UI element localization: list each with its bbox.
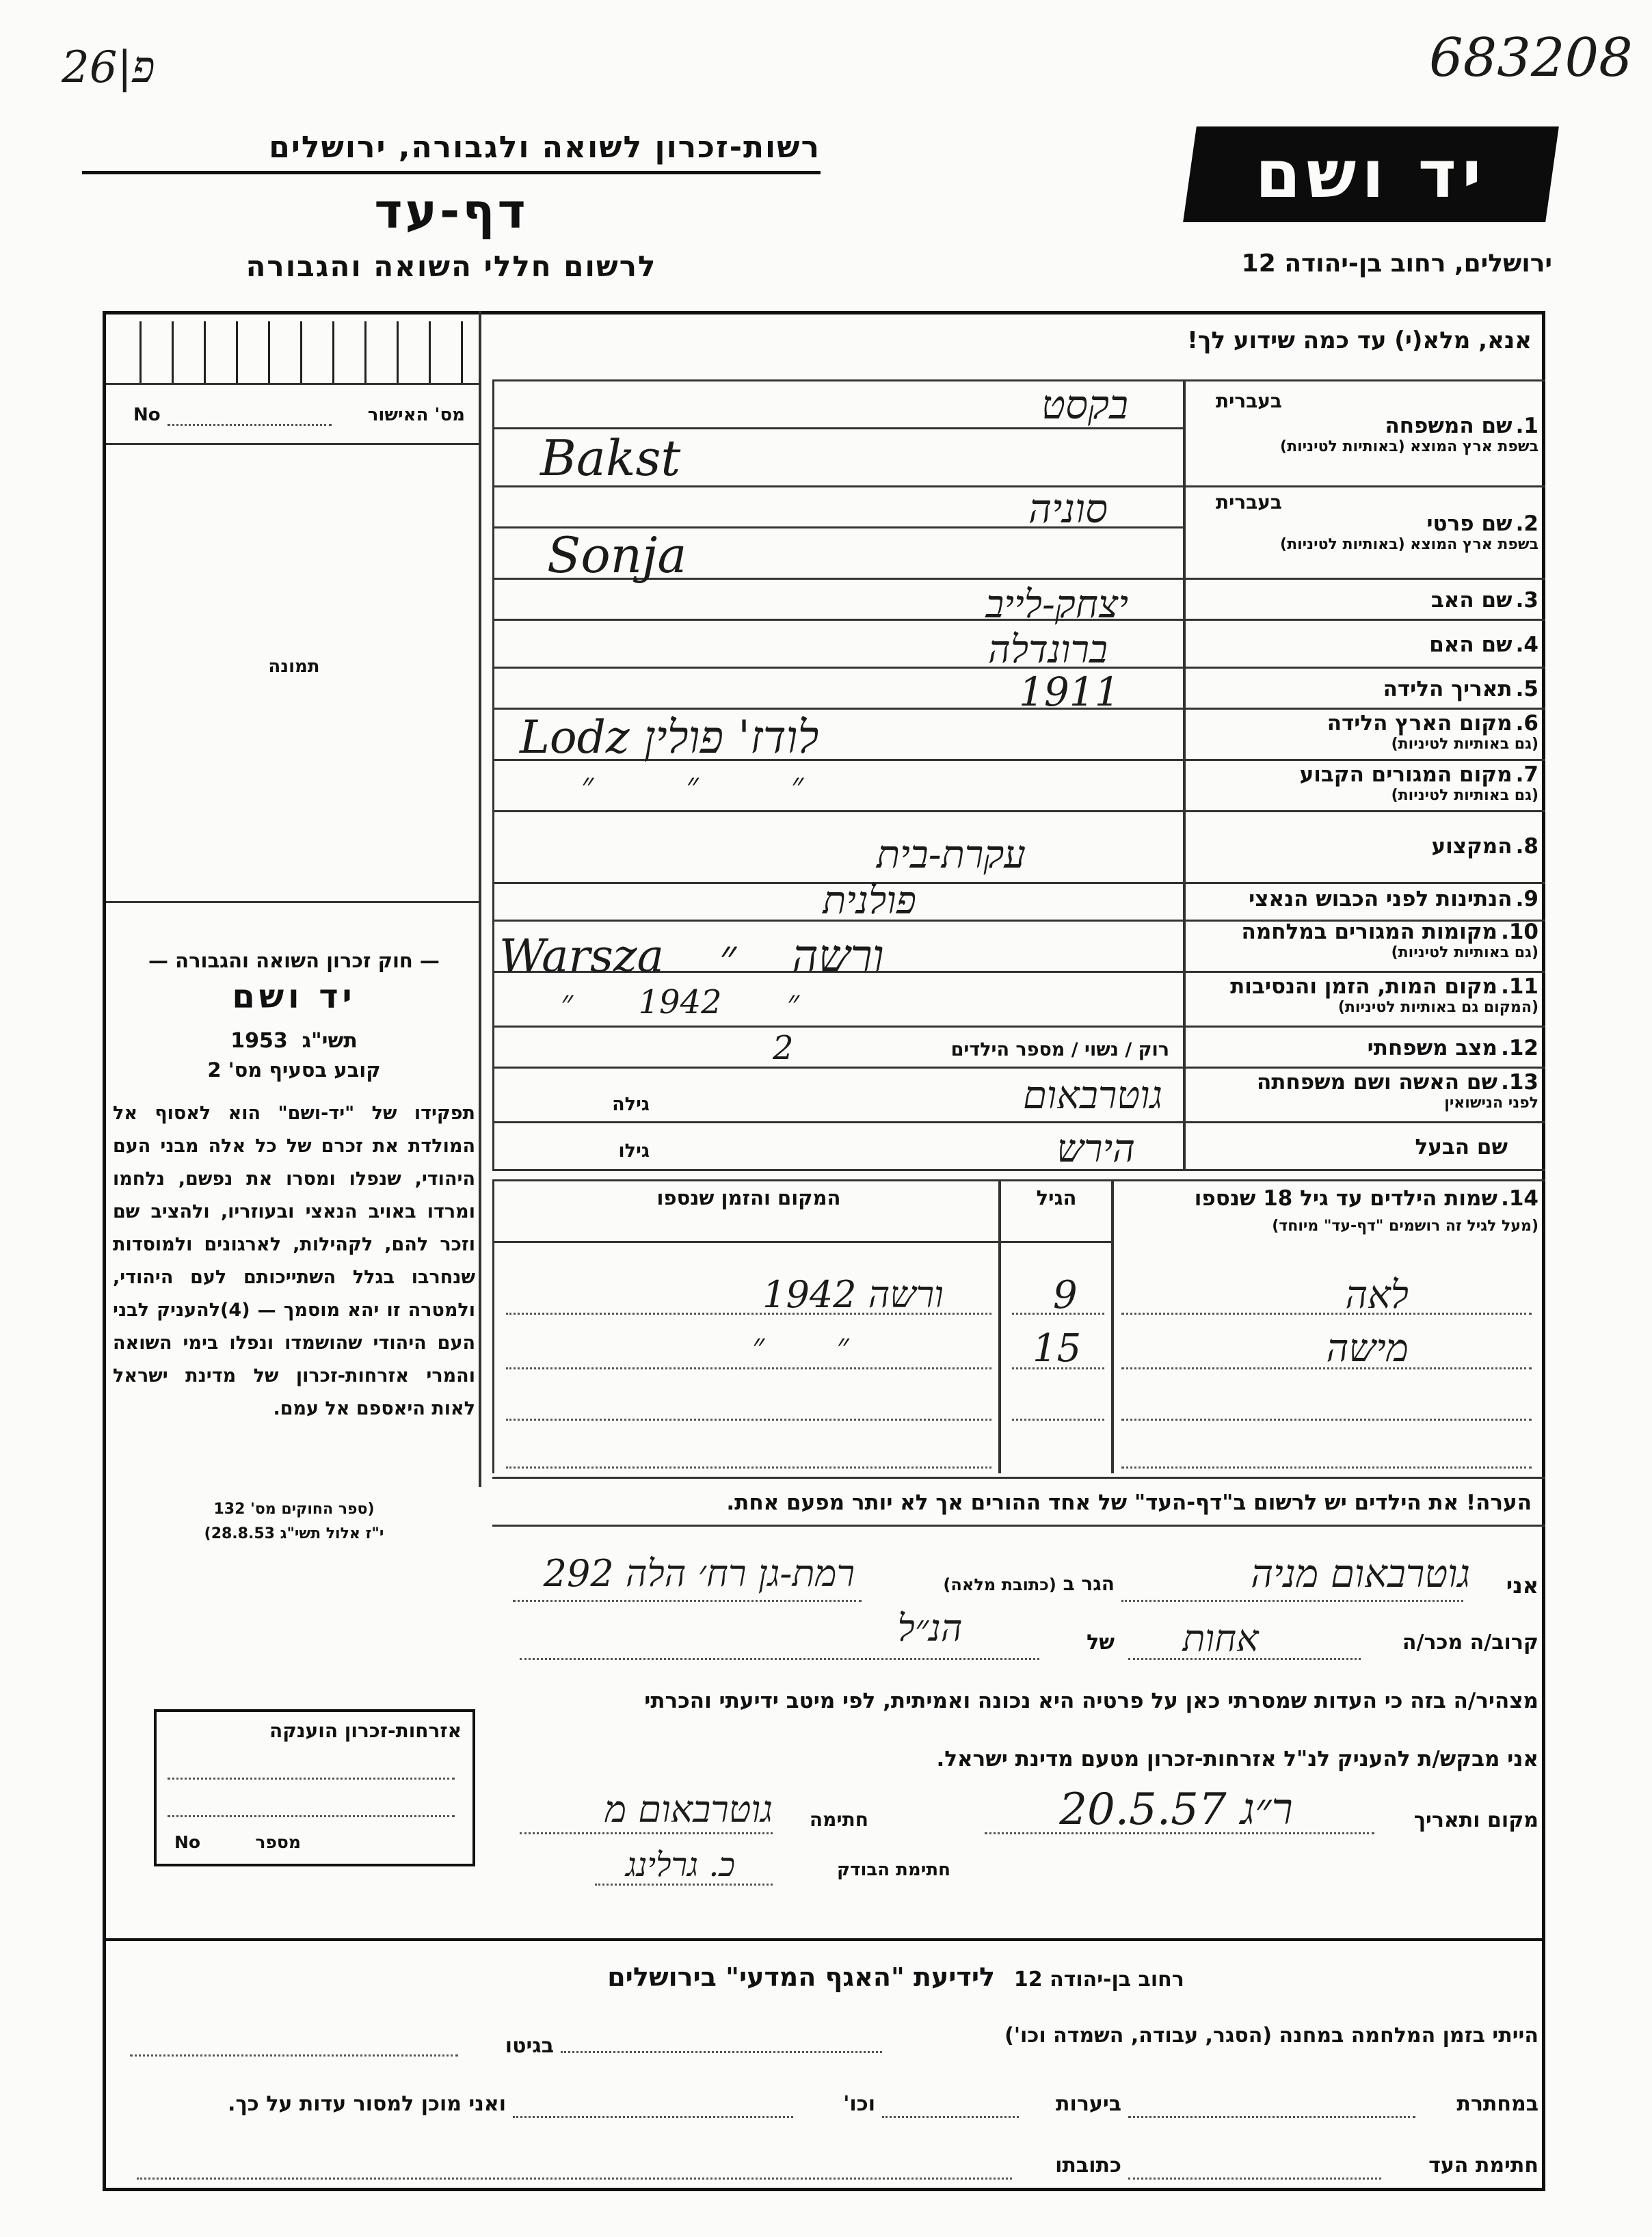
label-column-divider — [1183, 379, 1186, 1169]
nationality: פולנית — [823, 879, 916, 923]
declaration-text: מצהיר/ה בזה כי העדות שמסרתי כאן על פרטיה היא נכונה ואמיתית, לפי מיטב ידיעתי והכרתי — [644, 1689, 1538, 1713]
field-11-label: 11. מקום המות, הזמן והנסיבות (המקום גם באותיות לטיניות) — [1230, 974, 1538, 1016]
footer-line-1: הייתי בזמן המלחמה במחנה (הסגר, עבודה, השמדה וכו') — [1004, 2024, 1538, 2048]
field-4-label: 4. שם האם — [1429, 632, 1538, 657]
form-subtitle: לרשום חללי השואה והגבורה — [245, 250, 657, 283]
left-panel-divider — [479, 311, 481, 1487]
witness-address: רמת-גן רח׳ הלה 292 — [543, 1552, 855, 1595]
children-count: 2 — [773, 1029, 794, 1067]
remark-text: הערה! את הילדים יש לרשום ב"דף-העד" של אחד ההורים אך לא יותר מפעם אחת. — [726, 1490, 1532, 1515]
file-mark: 26|פ — [62, 42, 155, 93]
children-title: 14. שמות הילדים עד גיל 18 שנספו (מעל לגיל זה רושמים "דף-עד" מיוחד) — [1194, 1186, 1538, 1235]
of-value: הנ״ל — [897, 1607, 963, 1650]
footer-etc: וכו' — [843, 2092, 875, 2116]
wife-age-label: גילה — [612, 1094, 650, 1115]
form-title: דף-עד — [374, 183, 529, 239]
children-col-line-2 — [998, 1179, 1001, 1473]
field-6-label: 6. מקום הארץ הלידה (גם באותיות לטיניות) — [1327, 711, 1538, 753]
place-date-value: ר״ג 20.5.57 — [1059, 1784, 1293, 1835]
children-col-place: המקום והזמן שנספו — [656, 1186, 841, 1209]
of-label: של — [1087, 1631, 1115, 1655]
footer-forests: ביערות — [1056, 2092, 1121, 2116]
approval-no: No — [133, 405, 161, 425]
witness-i-label: אני — [1506, 1572, 1538, 1598]
birth-date: 1911 — [1019, 669, 1120, 715]
mother-name: ברונדלה — [988, 628, 1108, 672]
husband-age-label: גילו — [618, 1140, 650, 1162]
citizenship-no: No — [174, 1832, 201, 1852]
wartime-residence: Warsza ורשה ״ — [499, 930, 884, 982]
photo-label: תמונה — [268, 656, 320, 677]
law-year: תשי"ג 1953 — [230, 1029, 358, 1053]
witness-name: גוטרבאום מניה — [1251, 1552, 1470, 1596]
witness-signature: גוטרבאום מ — [604, 1788, 773, 1831]
footer-underground: במחתרת — [1456, 2092, 1538, 2116]
law-ref: (ספר החוקים מס' 132 י"ז אלול תשי"ג 28.8.53) — [204, 1501, 384, 1542]
field-8-label: 8. המקצוע — [1431, 834, 1538, 859]
residence: ״ ״ ״ — [581, 766, 804, 804]
residing-label: הגר ב (כתובת מלאה) — [943, 1572, 1115, 1595]
archive-number: 683208 — [1429, 27, 1633, 89]
relative-label: קרוב/ה מכר/ה — [1402, 1631, 1538, 1655]
child-1-name: לאה — [1345, 1273, 1409, 1317]
field-husband-label: שם הבעל — [1415, 1135, 1508, 1160]
law-text: תפקידו של "יד-ושם" הוא לאסוף אל המולדת את זכרם של כל אלה מבני העם היהודי, שנפלו ומסרו את נפשם, נלחמו ומרדו באויב הנאצי ובעוזריו, ולהציב שם וזכר להם, לקהילות, לארגונים ולמוסדות שנחרבו בגלל השתייכותם לעם היהודי, ולמטרה זו יהא מוסמך — (4)להעניק לבני העם היהודי שהושמדו ונפלו בימי השואה והמרי אזרחות-זכרון של מדינת ישראל לאות היאספם אל עמם. — [113, 1103, 475, 1419]
birth-place: Lodz לודז' פולין — [520, 711, 819, 764]
marital-status: רוק / נשוי / מספר הילדים — [950, 1039, 1169, 1060]
authority-line: רשות-זכרון לשואה ולגבורה, ירושלים — [269, 130, 821, 165]
field-2-hint: בעברית — [1215, 491, 1282, 513]
footer-title: רחוב בן-יהודה 12 לידיעת "האגף המדעי" בירושלים — [607, 1962, 1184, 1992]
request-text: אני מבקש/ת להעניק לנ"ל אזרחות-זכרון מטעם מדינת ישראל. — [936, 1747, 1538, 1771]
death-place-date: ״ 1942 ״ — [561, 983, 800, 1021]
child-2-name: מישה — [1326, 1326, 1409, 1371]
law-name: יד ושם — [232, 978, 356, 1016]
surname-hebrew: בקסט — [1041, 381, 1128, 428]
field-7-label: 7. מקום המגורים הקבוע (גם באותיות לטיניות) — [1299, 762, 1538, 804]
yad-vashem-logo: יד ושם — [1183, 126, 1559, 222]
children-col-line-1 — [1111, 1179, 1114, 1473]
child-1-place: ורשה 1942 — [762, 1273, 944, 1316]
footer-willing: ואני מוכן למסור עדות על כך. — [228, 2092, 506, 2116]
father-name: יצחק-לייב — [985, 582, 1128, 627]
relation-value: אחות — [1182, 1617, 1259, 1660]
children-col-age: הגיל — [1036, 1186, 1077, 1209]
field-1-hint: בעברית — [1215, 390, 1282, 412]
field-9-label: 9. הנתינות לפני הכבוש הנאצי — [1249, 887, 1538, 911]
signature-label: חתימה — [809, 1808, 868, 1831]
field-10-label: 10. מקומות המגורים במלחמה (גם באותיות לטיניות) — [1241, 920, 1538, 961]
occupation: עקרת-בית — [876, 833, 1026, 877]
approval-ticks — [109, 321, 475, 383]
field-13-label: 13. שם האשה ושם משפחתה לפני הנישואין — [1257, 1070, 1538, 1112]
surname-latin: Bakst — [540, 429, 681, 487]
field-2-label: 2. שם פרטי בשפת ארץ המוצא (באותיות לטיניות) — [1280, 511, 1538, 553]
wife-maiden-name: גוטרבאום — [1022, 1073, 1162, 1118]
footer-address-label: כתובתו — [1055, 2154, 1121, 2178]
child-2-place: ״ ״ — [752, 1326, 849, 1365]
child-2-age: 15 — [1032, 1326, 1082, 1371]
law-section: קובע בסעיף מס' 2 — [207, 1058, 381, 1082]
field-3-label: 3. שם האב — [1430, 588, 1538, 613]
husband-name: הירש — [1056, 1127, 1135, 1171]
field-1-label: 1. שם המשפחה בשפת ארץ המוצא (באותיות לטיניות) — [1280, 414, 1538, 455]
approval-label: מס' האישור — [367, 405, 465, 425]
examiner-signature: כ. גרלינג — [626, 1846, 735, 1884]
footer-ghetto: בגיטו — [505, 2034, 554, 2058]
field-12-label: 12. מצב משפחתי — [1367, 1036, 1538, 1060]
child-1-age: 9 — [1053, 1273, 1078, 1317]
place-date-label: מקום ותאריך — [1413, 1808, 1538, 1832]
citizenship-title: אזרחות-זכרון הוענקה — [269, 1719, 462, 1742]
first-name-hebrew: סוניה — [1028, 485, 1108, 532]
field-5-label: 5. תאריך הלידה — [1383, 677, 1538, 701]
examiner-label: חתימת הבודק — [837, 1860, 950, 1880]
first-name-latin: Sonja — [547, 526, 687, 584]
address-line: ירושלים, רחוב בן-יהודה 12 — [1241, 250, 1552, 278]
footer-witness-signature: חתימת העד — [1428, 2154, 1538, 2178]
intro-text: אנא, מלא(י) עד כמה שידוע לך! — [1187, 327, 1532, 354]
law-title: — חוק זכרון השואה והגבורה — — [148, 949, 440, 972]
citizenship-number: מספר — [255, 1832, 301, 1852]
authority-underline — [82, 171, 821, 174]
